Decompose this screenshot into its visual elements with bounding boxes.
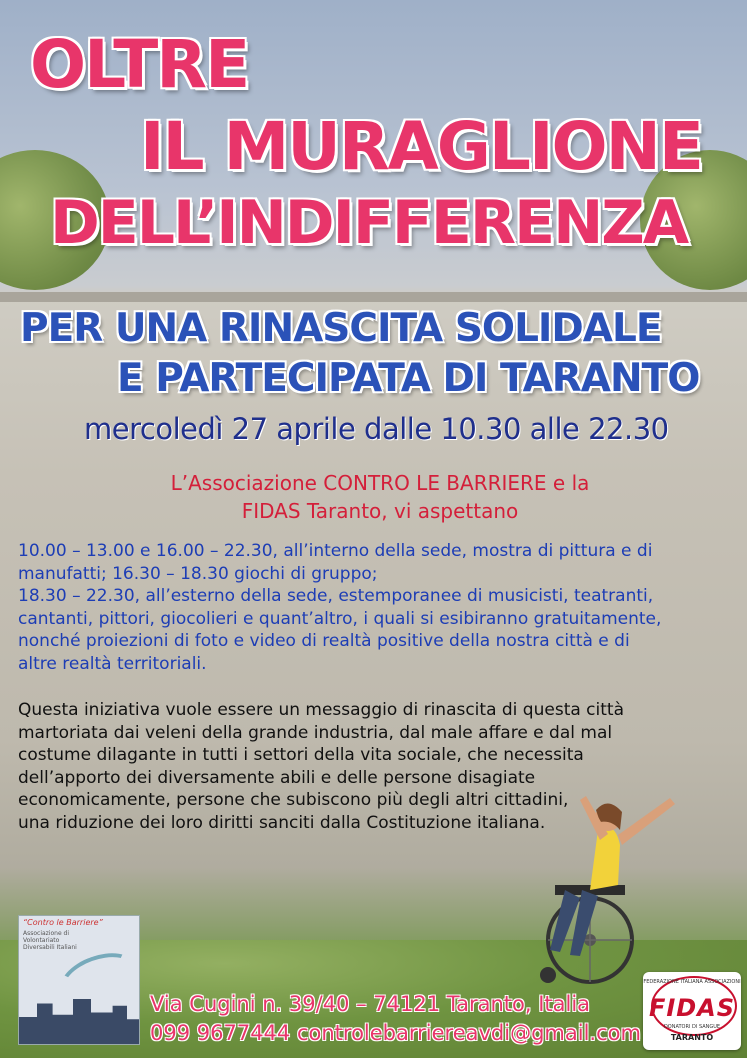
event-date: mercoledì 27 aprile dalle 10.30 alle 22.30: [84, 412, 669, 446]
title-line-2: IL MURAGLIONE: [140, 108, 702, 185]
logo-arc-bottom: DONATORI DI SANGUE: [663, 1024, 721, 1030]
message-line: Questa iniziativa vuole essere un messaggio di rinascita di questa città: [18, 700, 624, 720]
program-line: 18.30 – 22.30, all’esterno della sede, estemporanee di musicisti, teatranti,: [18, 586, 654, 606]
fidas-logo: [643, 972, 741, 1050]
subtitle-line-1: PER UNA RINASCITA SOLIDALE: [20, 306, 662, 351]
logo-fidas-text: FIDAS: [648, 994, 736, 1022]
program-line: altre realtà territoriali.: [18, 653, 207, 674]
program-line: manufatti; 16.30 – 18.30 giochi di gruppo;: [18, 563, 378, 584]
message-line: economicamente, persone che subiscono più degli altri cittadini,: [18, 790, 569, 810]
message-line: dell’apporto dei diversamente abili e delle persone disagiate: [18, 767, 536, 788]
message-line: una riduzione dei loro diritti sanciti dalla Costituzione italiana.: [18, 812, 546, 833]
footer-contacts: 099 9677444 controlebarriereavdi@gmail.com: [150, 1021, 641, 1045]
message-text: [18, 699, 638, 834]
logo-arc-top: FEDERAZIONE ITALIANA ASSOCIAZIONI: [643, 979, 741, 985]
association-line-2: FIDAS Taranto, vi aspettano: [241, 499, 519, 523]
logo-left-subtitle: Associazione di Volontariato Diversabili Italiani: [23, 930, 77, 951]
footer-address: Via Cugini n. 39/40 – 74121 Taranto, Italia: [150, 992, 591, 1016]
title-line-3: DELL’INDIFFERENZA: [50, 188, 688, 258]
contro-le-barriere-logo: [18, 915, 140, 1045]
program-line: 10.00 – 13.00 e 16.00 – 22.30, all’interno della sede, mostra di pittura e di: [18, 541, 653, 561]
message-line: martoriata dai veleni della grande industria, dal male affare e dal mal: [18, 722, 613, 743]
wall-top: [0, 292, 747, 302]
subtitle-line-2: E PARTECIPATA DI TARANTO: [117, 356, 700, 401]
swoosh-icon: [54, 944, 142, 1011]
logo-left-name: “Contro le Barriere”: [23, 918, 103, 927]
message-line: costume dilagante in tutti i settori della vita sociale, che necessita: [18, 745, 584, 765]
title-line-1: OLTRE: [30, 26, 249, 103]
city-skyline-icon: [19, 999, 139, 1044]
program-text: [18, 540, 738, 675]
program-line: cantanti, pittori, giocolieri e quant’altro, i quali si esibiranno gratuitamente,: [18, 608, 662, 629]
logo-city: TARANTO: [670, 1033, 714, 1042]
program-line: nonché proiezioni di foto e video di realtà positive della nostra città e di: [18, 631, 630, 651]
association-line-1: L’Associazione CONTRO LE BARRIERE e la: [170, 471, 590, 495]
